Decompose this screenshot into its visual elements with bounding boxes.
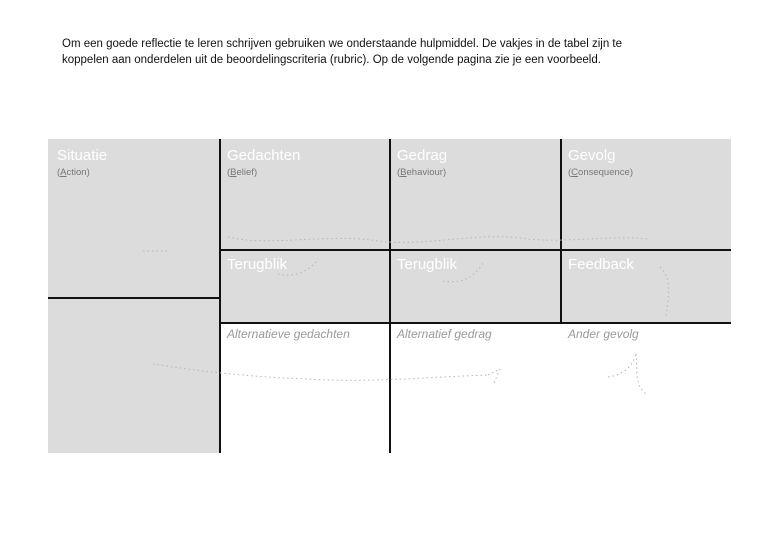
reflection-table (48, 139, 731, 453)
ander-gevolg-label: Ander gevolg (568, 327, 639, 341)
gedachten-sub: (Belief) (227, 167, 258, 178)
alt-gedachten-label: Alternatieve gedachten (227, 327, 350, 341)
cell-ander-gevolg (560, 322, 731, 453)
gedrag-sub: (Behaviour) (397, 167, 447, 178)
cell-alt-gedachten (219, 322, 389, 453)
grid-line-v1 (219, 139, 221, 453)
terugblik-heading-2: Terugblik (397, 256, 458, 273)
grid-line-h2 (48, 297, 219, 299)
intro-line-2: koppelen aan onderdelen uit de beoordelingscriteria (rubric). Op de volgende pagina zie je een voorbeeld. (62, 54, 601, 66)
gevolg-heading: Gevolg (568, 147, 616, 164)
intro-text (62, 36, 722, 68)
gevolg-sub: (Consequence) (568, 167, 633, 178)
gedachten-heading: Gedachten (227, 147, 301, 164)
situatie-sub: (Action) (57, 167, 90, 178)
grid-line-h1 (219, 249, 731, 251)
alt-gedrag-label: Alternatief gedrag (397, 327, 492, 341)
grid-line-v3 (560, 139, 562, 322)
intro-line-1: Om een goede reflectie te leren schrijven gebruiken we onderstaande hulpmiddel. De vakjes in de tabel zijn te (62, 38, 622, 50)
terugblik-heading-1: Terugblik (227, 256, 288, 273)
gedrag-heading: Gedrag (397, 147, 448, 164)
grid-line-h3 (219, 322, 731, 324)
grid-line-v2 (389, 139, 391, 453)
feedback-heading: Feedback (568, 256, 634, 273)
situatie-heading: Situatie (57, 147, 108, 164)
cell-situatie-lower (48, 297, 219, 453)
cell-alt-gedrag (389, 322, 560, 453)
